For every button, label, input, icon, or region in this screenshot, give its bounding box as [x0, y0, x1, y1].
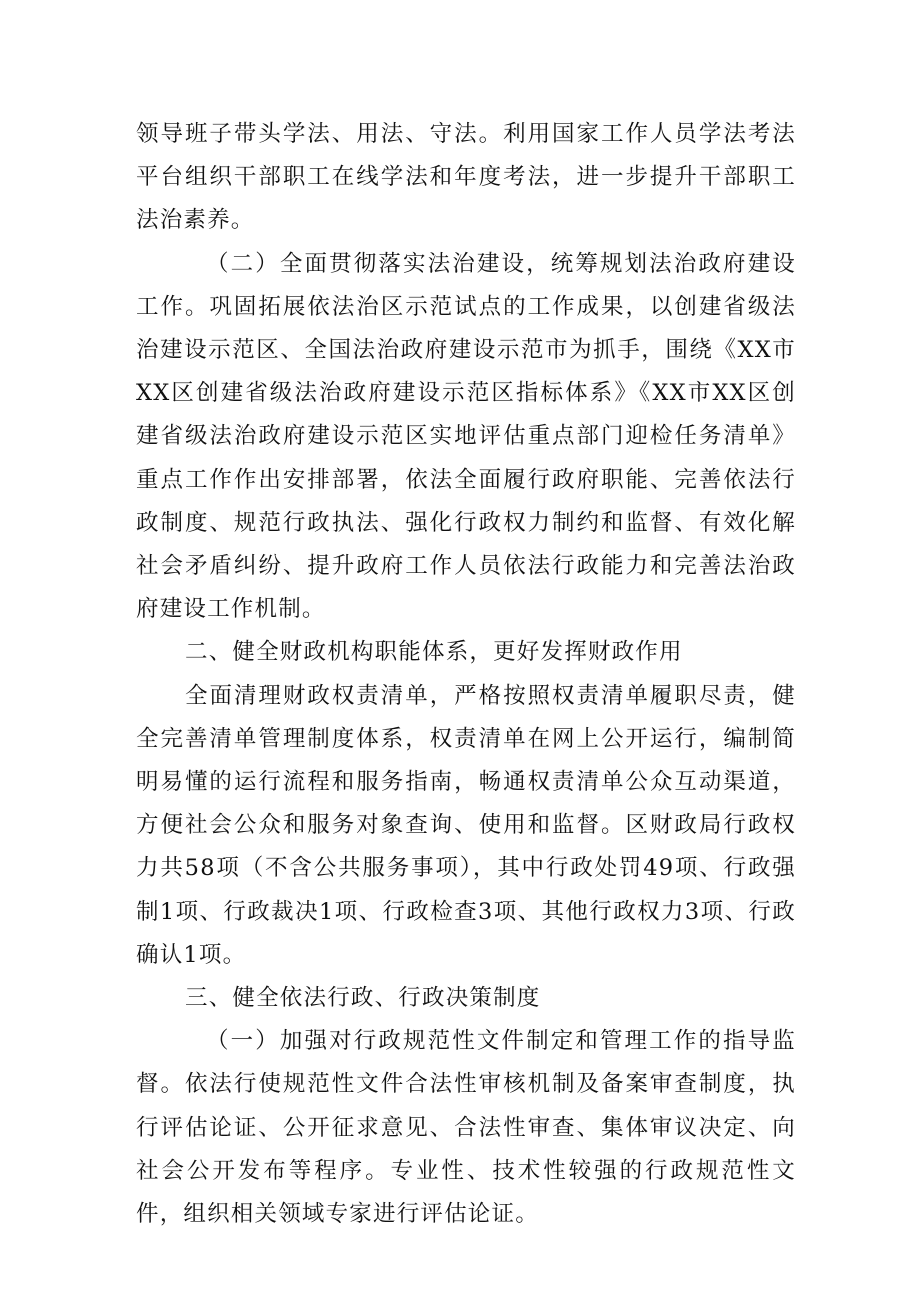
section-heading-2: 二、健全财政机构职能体系，更好发挥财政作用 [185, 639, 683, 666]
paragraph-subsection-2: （二）全面贯彻落实法治建设，统筹规划法治政府建设工作。巩固拓展依法治区示范试点的工作成果，以创建省级法治建设示范区、全国法治政府建设示范市为抓手，围绕《XX市XX区创建省级法治政府建设示范区指标体系》《XX市XX区创建省级法治政府建设示范区实地评估重点部门迎检任务清单》重点工作作出安排部署，依法全面履行政府职能、完善依法行政制度、规范行政执法、强化行政权力制约和监督、有效化解社会矛盾纠纷、提升政府工作人员依法行政能力和完善法治政府建设工作机制。 [136, 250, 796, 623]
paragraph-finance-duties: 全面清理财政权责清单，严格按照权责清单履职尽责，健全完善清单管理制度体系，权责清单在网上公开运行，编制简明易懂的运行流程和服务指南，畅通权责清单公众互动渠道，方便社会公众和服务对象查询、使用和监督。区财政局行政权力共58项（不含公共服务事项），其中行政处罚49项、行政强制1项、行政裁决1项、行政检查3项、其他行政权力3项、行政确认1项。 [136, 682, 796, 968]
document-body [136, 113, 796, 1236]
paragraph-subsection-1: （一）加强对行政规范性文件制定和管理工作的指导监督。依法行使规范性文件合法性审核机制及备案审查制度，执行评估论证、公开征求意见、合法性审查、集体审议决定、向社会公开发布等程序。专业性、技术性较强的行政规范性文件，组织相关领域专家进行评估论证。 [136, 1028, 796, 1228]
section-heading-3: 三、健全依法行政、行政决策制度 [185, 985, 541, 1012]
paragraph-continuation: 领导班子带头学法、用法、守法。利用国家工作人员学法考法平台组织干部职工在线学法和年度考法，进一步提升干部职工法治素养。 [136, 121, 796, 234]
